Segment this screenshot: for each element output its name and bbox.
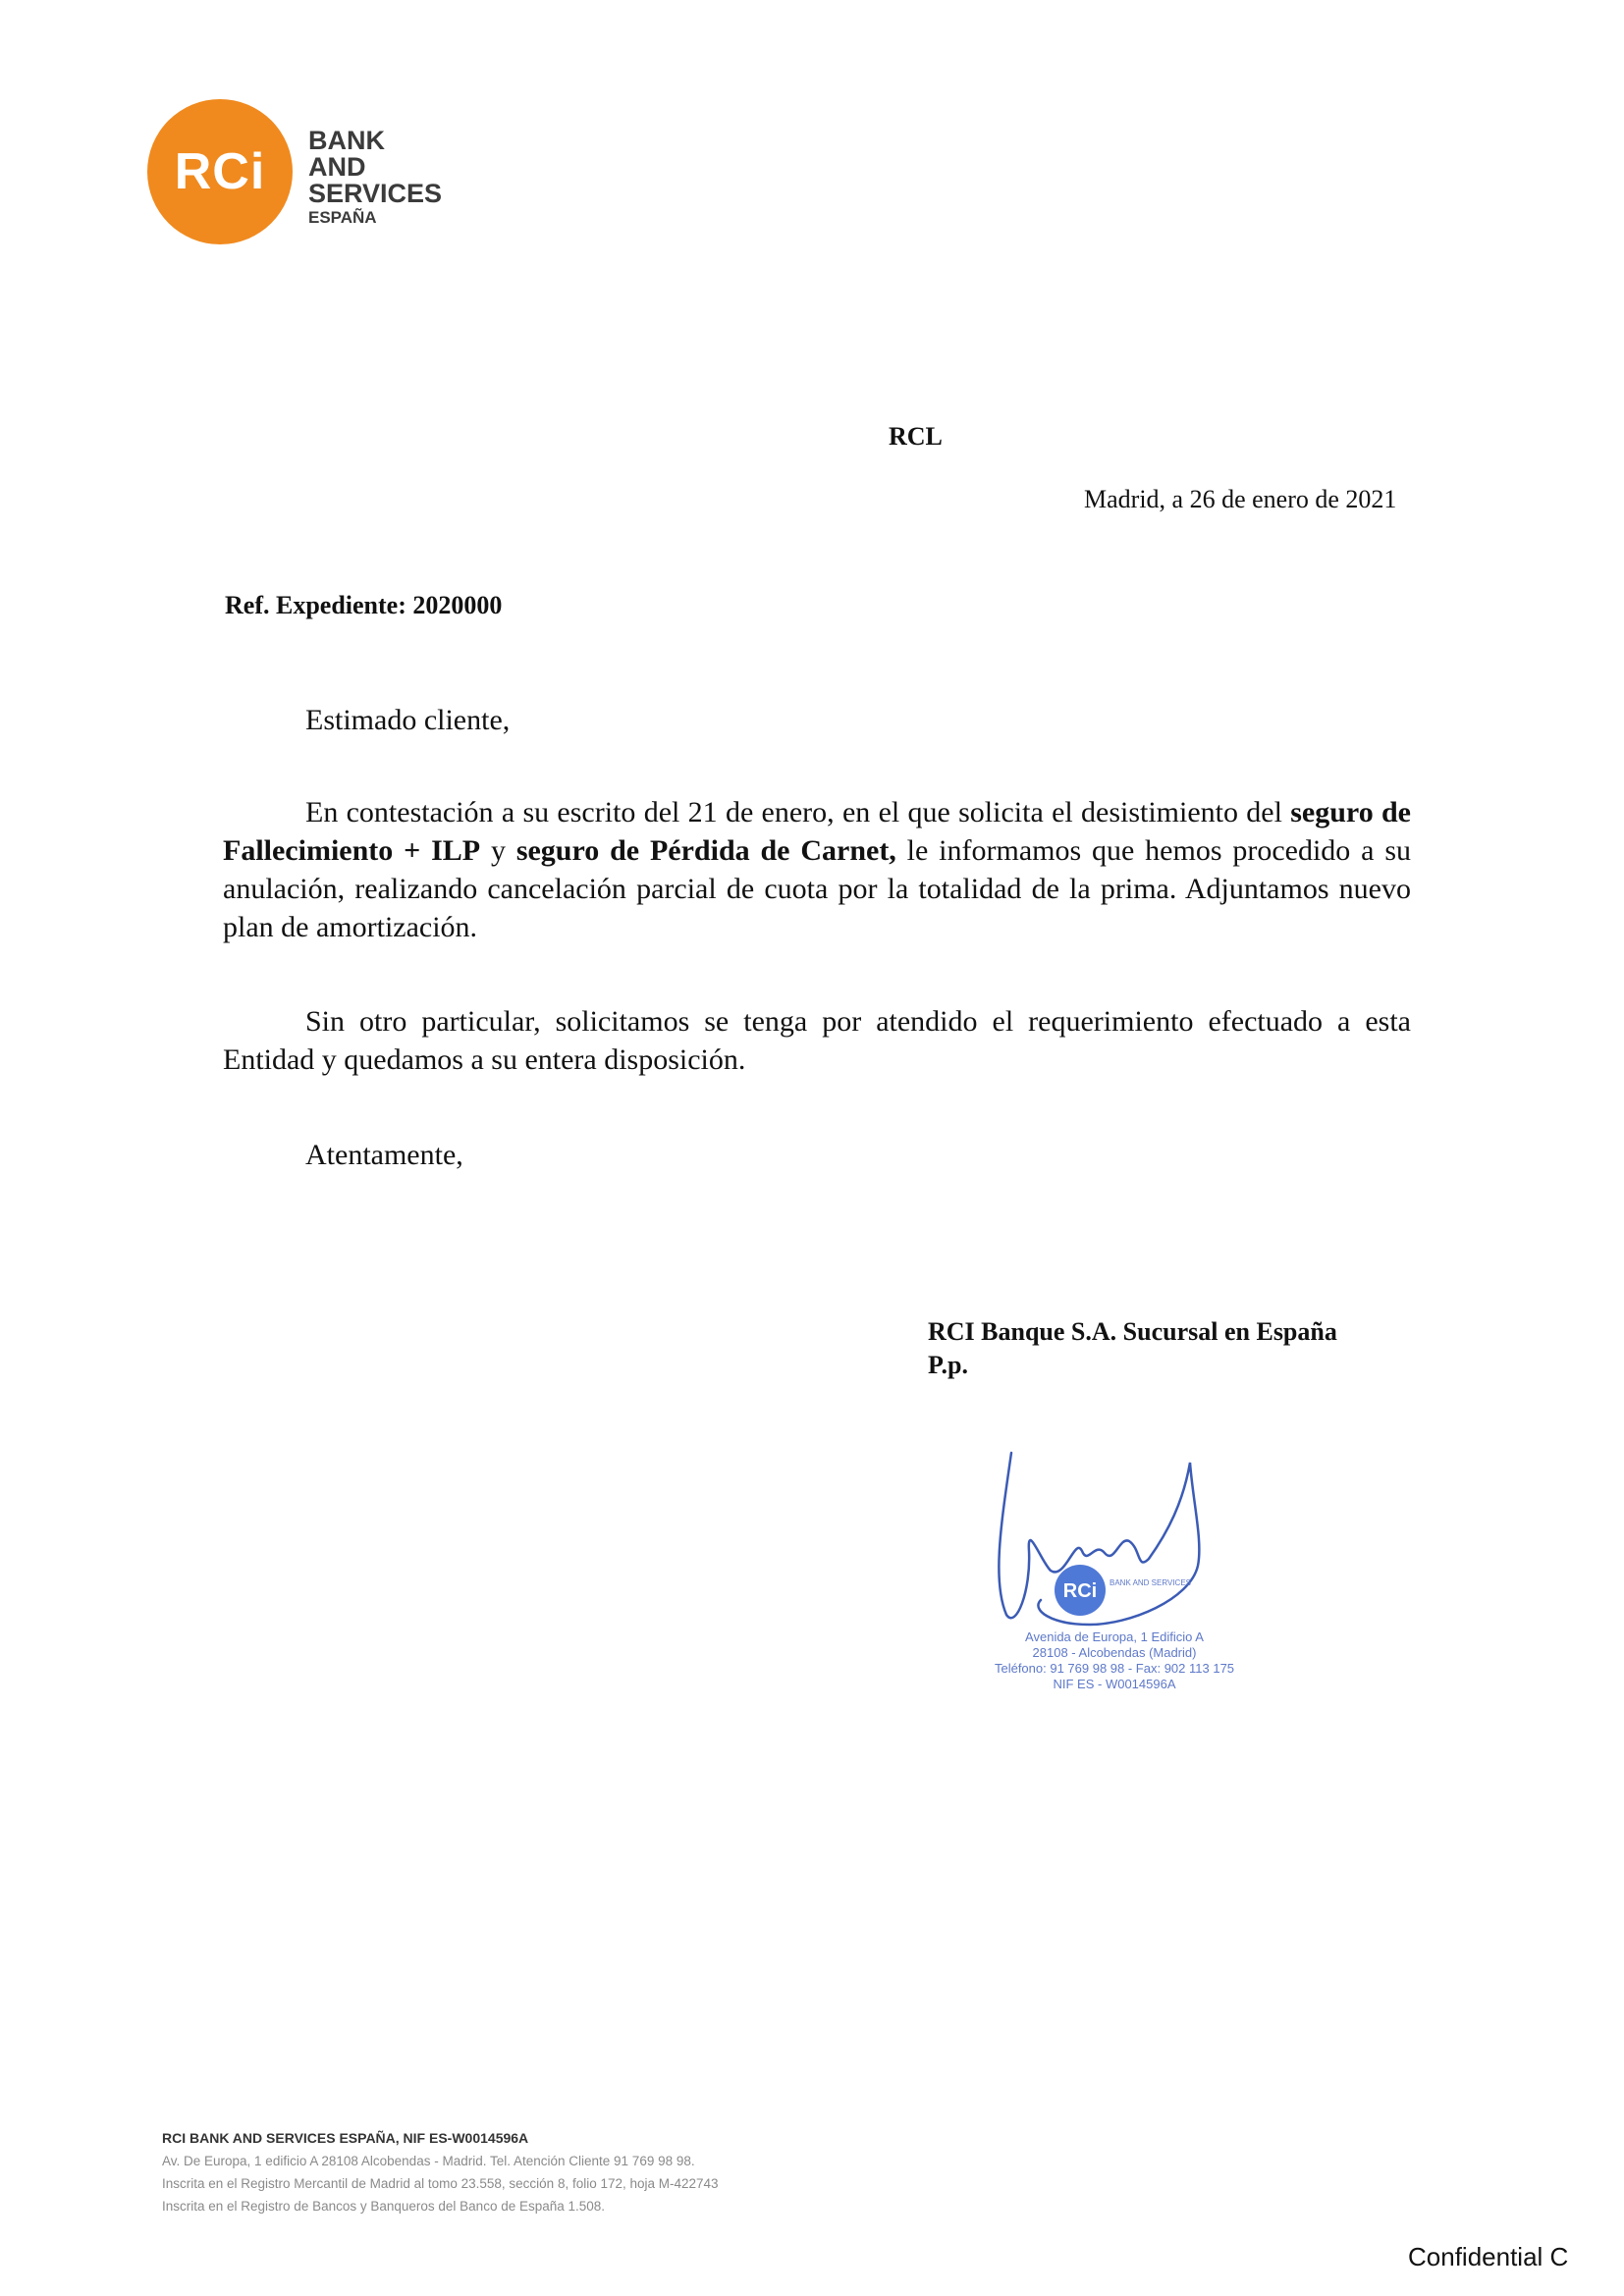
- signer-pp: P.p.: [928, 1351, 968, 1379]
- logo-wordmark: [308, 128, 442, 229]
- paragraph-1-part1: En contestación a su escrito del 21 de enero, en el que solicita el desistimiento del: [305, 796, 1291, 828]
- logo-initials: RCi: [174, 143, 266, 200]
- logo-line-services: SERVICES: [308, 179, 443, 208]
- rci-logo: [147, 99, 293, 244]
- stamp-line-4: NIF ES - W0014596A: [1053, 1677, 1176, 1691]
- paragraph-1: [223, 793, 1411, 946]
- stamp-line-1: Avenida de Europa, 1 Edificio A: [1025, 1629, 1204, 1644]
- paragraph-1-part2: y: [480, 834, 516, 867]
- signer-company: RCI Banque S.A. Sucursal en España: [928, 1317, 1337, 1346]
- salutation: Estimado cliente,: [305, 704, 511, 736]
- paragraph-1-bold1: seguro de Fallecimiento + ILP: [223, 796, 1411, 867]
- footer-line-1: Av. De Europa, 1 edificio A 28108 Alcobendas - Madrid. Tel. Atención Cliente 91 769 98 98.: [162, 2154, 695, 2168]
- confidential-label: Confidential C: [1408, 2242, 1569, 2271]
- signer-block: [928, 1315, 1337, 1382]
- stamp-brand: BANK AND SERVICES: [1110, 1578, 1191, 1587]
- logo-line-espana: ESPAÑA: [308, 208, 377, 227]
- closing: Atentamente,: [305, 1139, 463, 1171]
- logo-line-bank: BANK: [308, 126, 385, 155]
- legal-footer: [162, 2130, 719, 2217]
- paragraph-1-bold2: seguro de Pérdida de Carnet,: [515, 834, 896, 867]
- letter-date: Madrid, a 26 de enero de 2021: [1084, 485, 1397, 513]
- footer-line-2: Inscrita en el Registro Mercantil de Madrid al tomo 23.558, sección 8, folio 172, hoja M-422743: [162, 2176, 719, 2191]
- footer-line-3: Inscrita en el Registro de Bancos y Banqueros del Banco de España 1.508.: [162, 2199, 606, 2214]
- paragraph-2: Sin otro particular, solicitamos se tenga por atendido el requerimiento efectuado a esta Entidad y quedamos a su entera disposición.: [223, 1005, 1411, 1076]
- recipient: RCL: [889, 422, 943, 451]
- stamp-line-2: 28108 - Alcobendas (Madrid): [1032, 1645, 1197, 1660]
- footer-title: RCI BANK AND SERVICES ESPAÑA, NIF ES-W0014596A: [162, 2130, 529, 2146]
- stamp-line-3: Teléfono: 91 769 98 98 - Fax: 902 113 175: [994, 1661, 1235, 1676]
- stamp-logo-initials: RCi: [1062, 1580, 1098, 1602]
- paragraph-1-part3: le informamos que hemos procedido a su anulación, realizando cancelación parcial de cuota por la totalidad de la prima. Adjuntamos nuevo plan de amortización.: [223, 834, 1411, 943]
- logo-line-and: AND: [308, 152, 366, 182]
- stamp-address: [972, 1629, 1257, 1692]
- reference-number: Ref. Expediente: 2020000: [225, 591, 503, 619]
